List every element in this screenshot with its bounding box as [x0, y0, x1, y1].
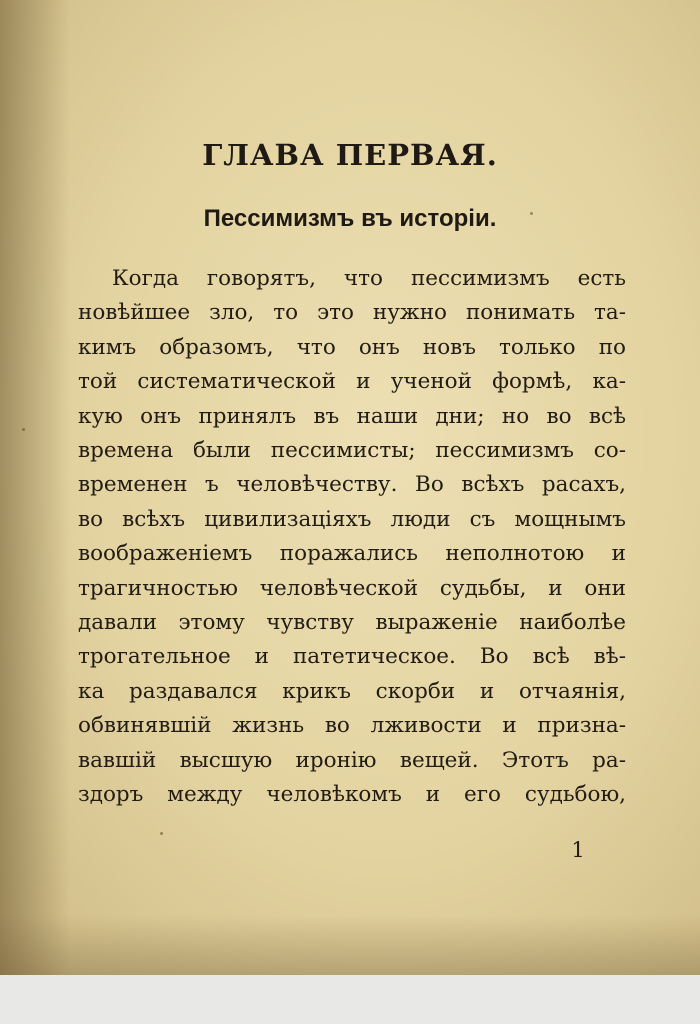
- text-line: той систематической и ученой формѣ, ка-: [78, 369, 626, 395]
- chapter-title: ГЛАВА ПЕРВАЯ.: [202, 138, 498, 172]
- text-line: трогательное и патетическое. Во всѣ вѣ-: [78, 644, 626, 670]
- text-line: ка раздавался крикъ скорби и отчаянія,: [78, 678, 626, 704]
- page-number: 1: [571, 838, 585, 862]
- text-line: новѣйшее зло, то это нужно понимать та-: [78, 300, 626, 326]
- paper-speck: [22, 428, 25, 431]
- text-line: временен ъ человѣчеству. Во всѣхъ расахъ,: [78, 472, 626, 498]
- text-line: воображеніемъ поражались неполнотою и: [78, 541, 626, 567]
- text-line: во всѣхъ цивилизаціяхъ люди съ мощнымъ: [78, 506, 626, 532]
- text-line: давали этому чувству выраженіе наиболѣе: [78, 610, 626, 636]
- text-line: здоръ между человѣкомъ и его судьбою,: [78, 782, 626, 808]
- section-title: Пессимизмъ въ исторіи.: [203, 205, 497, 232]
- body-text: [78, 262, 626, 813]
- text-line: времена были пессимисты; пессимизмъ со-: [78, 438, 626, 464]
- text-line: обвинявшій жизнь во лживости и призна-: [78, 713, 626, 739]
- text-line: кимъ образомъ, что онъ новъ только по: [78, 334, 626, 360]
- text-line: кую онъ принялъ въ наши дни; но во всѣ: [78, 403, 626, 429]
- text-line: вавшій высшую иронію вещей. Этотъ ра-: [78, 747, 626, 773]
- text-line: Когда говорятъ, что пессимизмъ есть: [112, 266, 626, 291]
- paper-speck: [160, 832, 163, 835]
- background-strip: [0, 975, 700, 1024]
- paper-speck: [530, 212, 533, 215]
- text-line: трагичностью человѣческой судьбы, и они: [78, 575, 626, 601]
